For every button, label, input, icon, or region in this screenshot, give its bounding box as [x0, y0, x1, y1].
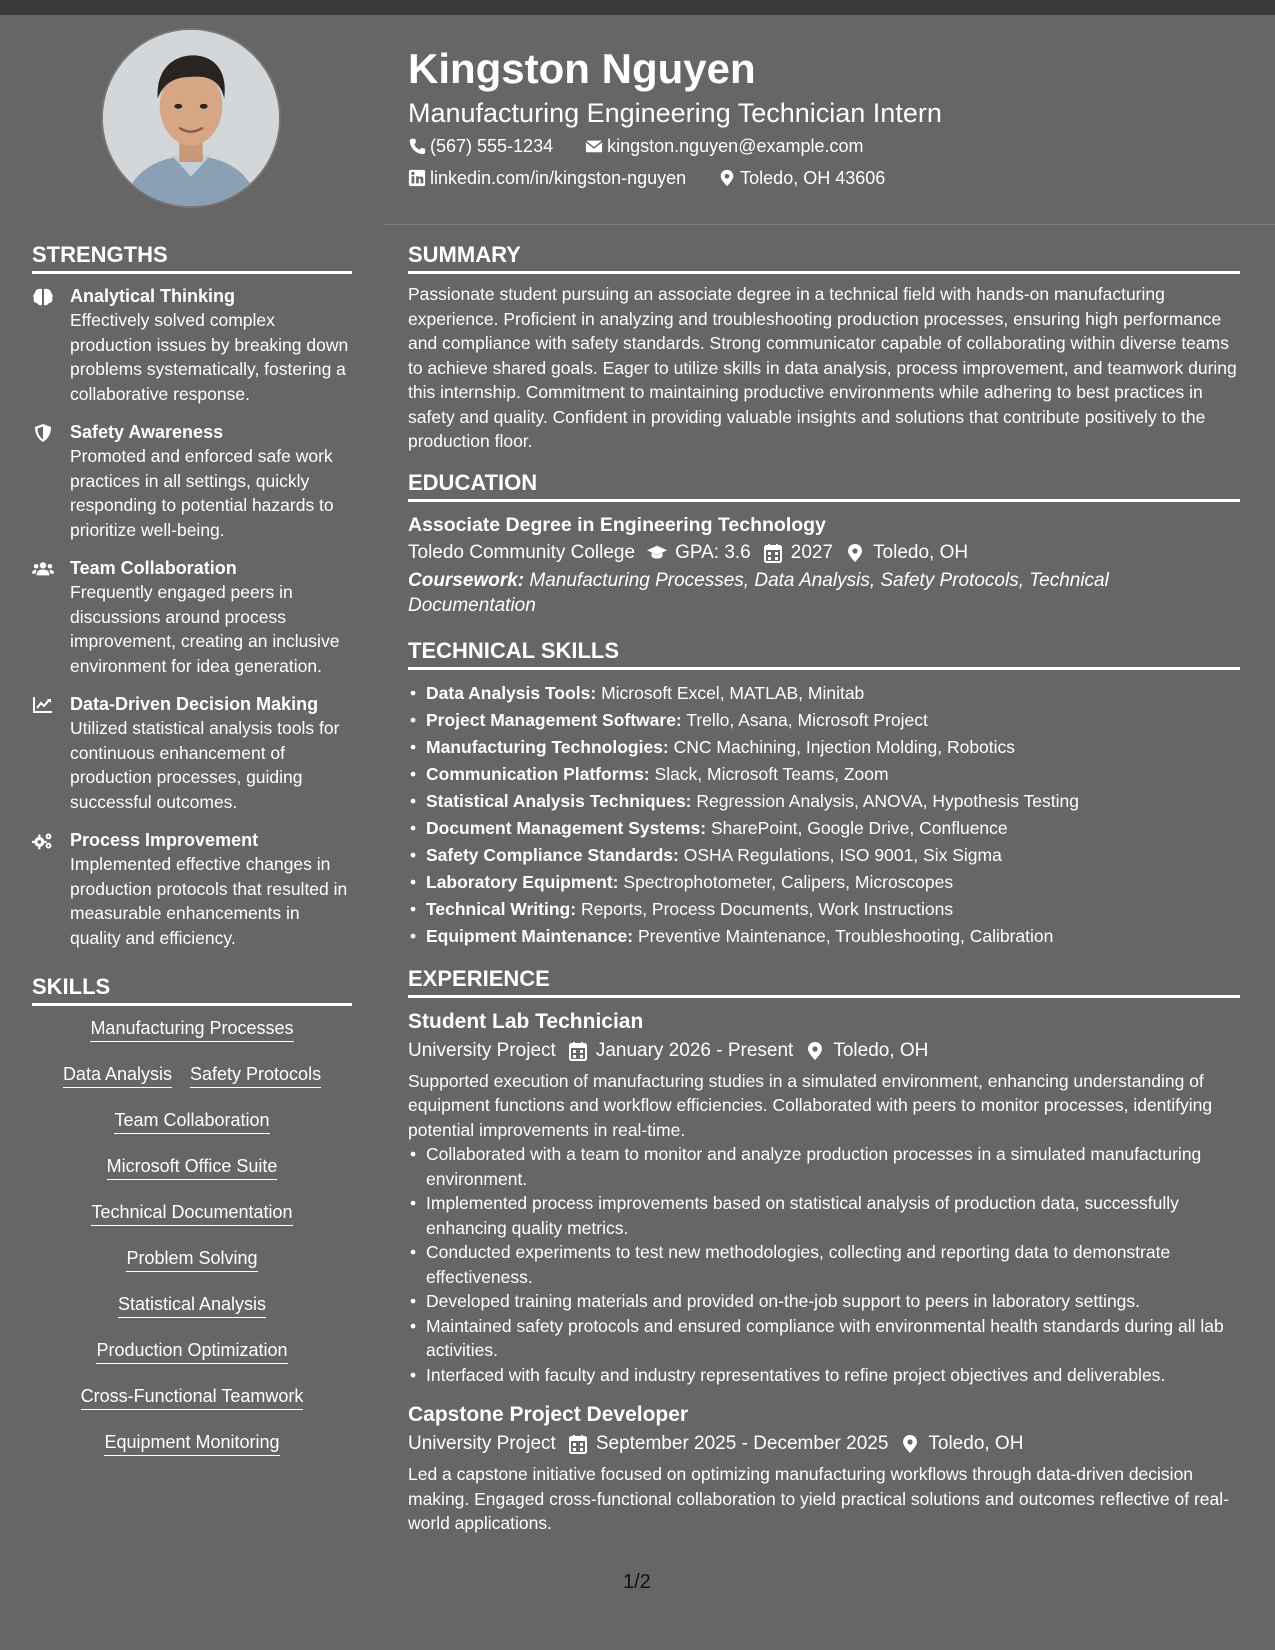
email-contact[interactable]: kingston.nguyen@example.com: [585, 130, 879, 162]
strength-description: Implemented effective changes in production protocols that resulted in measurable enhancements in quality and efficiency.: [70, 854, 348, 948]
skill-tag: Team Collaboration: [114, 1108, 269, 1134]
technical-skills-list: [408, 680, 1240, 950]
resume-header: [408, 42, 1248, 194]
skill-row: [32, 1338, 352, 1364]
technical-skill-label: Equipment Maintenance:: [426, 925, 634, 946]
calendar-icon: [568, 1434, 588, 1454]
technical-skill-value: Slack, Microsoft Teams, Zoom: [654, 763, 889, 784]
technical-skill-item: [408, 788, 1240, 815]
strength-title: Safety Awareness: [70, 422, 224, 442]
skill-tag: Safety Protocols: [190, 1062, 321, 1088]
job-bullet: • Interfaced with faculty and industry representatives to refine project objectives and deliverables.: [408, 1363, 1240, 1388]
technical-skill-label: Communication Platforms:: [426, 763, 650, 784]
technical-skill-label: Project Management Software:: [426, 709, 682, 730]
candidate-role: Manufacturing Engineering Technician Intern: [408, 98, 942, 128]
skills-heading: SKILLS: [32, 972, 352, 1006]
education-gpa: GPA: 3.6: [675, 541, 751, 563]
job-dates: September 2025 - December 2025: [595, 1433, 889, 1454]
job-dates: January 2026 - Present: [595, 1039, 794, 1061]
technical-skill-label: Technical Writing:: [426, 898, 577, 919]
strength-body: [70, 284, 352, 406]
strength-body: [70, 420, 352, 542]
skill-tag: Technical Documentation: [91, 1200, 292, 1226]
map-pin-icon: [900, 1434, 920, 1454]
technical-skill-item: [408, 680, 1240, 707]
technical-skill-value: Preventive Maintenance, Troubleshooting, Calibration: [637, 925, 1054, 946]
left-column: [32, 240, 352, 1476]
technical-skill-item: [408, 842, 1240, 869]
right-column: [408, 240, 1240, 1550]
skill-tag: Problem Solving: [126, 1246, 257, 1272]
top-bar: [0, 0, 1275, 15]
skill-tag: Production Optimization: [96, 1338, 287, 1364]
strength-item: [32, 828, 352, 950]
technical-skill-label: Statistical Analysis Techniques:: [426, 790, 692, 811]
job-title: Student Lab Technician: [408, 1009, 644, 1033]
gears-icon: [32, 828, 70, 950]
job-bullet: • Collaborated with a team to monitor and analyze production processes in a simulated manufacturing environment.: [408, 1142, 1240, 1191]
strength-description: Utilized statistical analysis tools for continuous enhancement of production processes, guiding successful outcomes.: [70, 718, 340, 812]
technical-skill-item: [408, 896, 1240, 923]
profile-photo: [101, 28, 281, 208]
map-pin-icon: [805, 1041, 825, 1061]
education-coursework: [408, 568, 1240, 618]
education-meta: [408, 538, 1240, 568]
strength-item: [32, 284, 352, 406]
skills-list: [32, 1016, 352, 1456]
summary-text: Passionate student pursuing an associate degree in a technical field with hands-on manufacturing experience. Proficient in analyzing and troubleshooting production processes, ensuring high performance and compliance with safety standards. Strong communicator capable of collaborating within diverse teams to achieve shared goals. Eager to utilize skills in data analysis, process improvement, and teamwork during this internship. Commitment to maintaining productive environments while adhering to best practices in safety and quality. Confident in providing valuable insights and solutions that contribute positively to the production floor.: [408, 284, 1237, 451]
skill-tag: Data Analysis: [63, 1062, 172, 1088]
technical-skill-item: [408, 734, 1240, 761]
technical-skill-label: Safety Compliance Standards:: [426, 844, 679, 865]
strength-item: [32, 420, 352, 542]
skill-row: [32, 1154, 352, 1180]
job-description: Supported execution of manufacturing studies in a simulated environment, enhancing understanding of equipment functions and workflow efficiencies. Collaborated with peers to monitor processes, identifying potential improvements in real-time.: [408, 1070, 1213, 1140]
job-location: Toledo, OH: [833, 1039, 929, 1061]
strength-item: [32, 692, 352, 814]
strength-item: [32, 556, 352, 678]
skill-row: [32, 1246, 352, 1272]
technical-skill-label: Document Management Systems:: [426, 817, 707, 838]
page-number: 1/2: [623, 1571, 651, 1593]
skill-row: [32, 1200, 352, 1226]
technical-skill-value: Reports, Process Documents, Work Instructions: [580, 898, 954, 919]
brain-icon: [32, 284, 70, 406]
technical-skill-item: [408, 923, 1240, 950]
skill-tag: Manufacturing Processes: [90, 1016, 293, 1042]
skill-row: [32, 1430, 352, 1456]
calendar-icon: [763, 543, 783, 563]
technical-skill-value: Regression Analysis, ANOVA, Hypothesis Testing: [696, 790, 1079, 811]
experience-list: [408, 1008, 1240, 1536]
job-bullet: • Maintained safety protocols and ensured compliance with environmental health standards during all lab activities.: [408, 1314, 1240, 1363]
strength-description: Effectively solved complex production issues by breaking down problems systematically, fostering a collaborative response.: [70, 310, 349, 404]
phone-contact: (567) 555-1234: [408, 130, 569, 162]
strength-title: Process Improvement: [70, 830, 259, 850]
location-contact: Toledo, OH 43606: [718, 162, 901, 194]
education-degree: Associate Degree in Engineering Technology: [408, 513, 826, 536]
map-pin-icon: [845, 543, 865, 563]
header-divider: [383, 224, 1275, 225]
technical-skill-label: Manufacturing Technologies:: [426, 736, 669, 757]
technical-skill-value: SharePoint, Google Drive, Confluence: [710, 817, 1008, 838]
calendar-icon: [568, 1041, 588, 1061]
technical-skill-value: Microsoft Excel, MATLAB, Minitab: [601, 682, 865, 703]
profile-photo-image: [103, 30, 279, 206]
job-location: Toledo, OH: [928, 1433, 1024, 1454]
chart-line-icon: [32, 692, 70, 814]
candidate-name: Kingston Nguyen: [408, 45, 756, 92]
job-meta: [408, 1036, 1240, 1066]
strengths-list: [32, 284, 352, 950]
strength-body: [70, 828, 352, 950]
education-school: Toledo Community College: [408, 541, 636, 563]
technical-skill-value: Spectrophotometer, Calipers, Microscopes: [623, 871, 954, 892]
skill-tag: Cross-Functional Teamwork: [81, 1384, 304, 1410]
technical-skill-value: OSHA Regulations, ISO 9001, Six Sigma: [683, 844, 1002, 865]
strength-description: Frequently engaged peers in discussions around process improvement, creating an inclusive environment for idea generation.: [70, 582, 340, 676]
experience-item: [408, 1401, 1240, 1536]
envelope-icon: [585, 137, 603, 155]
skill-row: [32, 1292, 352, 1318]
linkedin-icon: [408, 169, 426, 187]
coursework-list: Manufacturing Processes, Data Analysis, Safety Protocols, Technical Documentation: [408, 569, 1109, 616]
skill-row: [32, 1016, 352, 1042]
experience-item: [408, 1008, 1240, 1388]
technical-skill-item: [408, 761, 1240, 788]
skill-tag: Equipment Monitoring: [104, 1430, 279, 1456]
skill-row: [32, 1062, 352, 1088]
technical-skill-item: [408, 815, 1240, 842]
skill-row: [32, 1108, 352, 1134]
job-meta: [408, 1429, 1240, 1459]
technical-skill-item: [408, 707, 1240, 734]
users-icon: [32, 556, 70, 678]
technical-skill-value: Trello, Asana, Microsoft Project: [686, 709, 928, 730]
skill-tag: Statistical Analysis: [118, 1292, 266, 1318]
technical-skill-label: Data Analysis Tools:: [426, 682, 597, 703]
strength-title: Team Collaboration: [70, 558, 237, 578]
summary-heading: SUMMARY: [408, 240, 1240, 274]
technical-skill-label: Laboratory Equipment:: [426, 871, 619, 892]
coursework-label: Coursework:: [408, 569, 525, 591]
technical-skills-heading: TECHNICAL SKILLS: [408, 636, 1240, 670]
strength-description: Promoted and enforced safe work practices in all settings, quickly responding to potential hazards to prioritize well-being.: [70, 446, 334, 540]
strength-title: Data-Driven Decision Making: [70, 694, 319, 714]
strength-body: [70, 556, 352, 678]
linkedin-contact[interactable]: linkedin.com/in/kingston-nguyen: [408, 162, 702, 194]
education-heading: EDUCATION: [408, 468, 1240, 502]
contact-row-1: [408, 130, 1248, 162]
job-organization: University Project: [408, 1039, 556, 1061]
education-year: 2027: [790, 541, 834, 563]
experience-heading: EXPERIENCE: [408, 964, 1240, 998]
job-bullet: • Conducted experiments to test new methodologies, collecting and reporting data to demonstrate effectiveness.: [408, 1240, 1240, 1289]
contact-row-2: [408, 162, 1248, 194]
technical-skill-value: CNC Machining, Injection Molding, Robotics: [673, 736, 1016, 757]
phone-icon: [408, 137, 426, 155]
map-pin-icon: [718, 169, 736, 187]
skill-tag: Microsoft Office Suite: [107, 1154, 278, 1180]
technical-skill-item: [408, 869, 1240, 896]
graduation-cap-icon: [647, 543, 667, 563]
education-location: Toledo, OH: [873, 541, 969, 563]
strength-title: Analytical Thinking: [70, 286, 236, 306]
strengths-heading: STRENGTHS: [32, 240, 352, 274]
skill-row: [32, 1384, 352, 1410]
job-bullet: • Implemented process improvements based on statistical analysis of production data, successfully enhancing quality metrics.: [408, 1191, 1240, 1240]
strength-body: [70, 692, 352, 814]
job-organization: University Project: [408, 1433, 556, 1454]
job-description: Led a capstone initiative focused on optimizing manufacturing workflows through data-driven decision making. Engaged cross-functional collaboration to yield practical solutions and outcomes reflective of real-world applications.: [408, 1464, 1229, 1533]
job-bullet: • Developed training materials and provided on-the-job support to peers in laboratory settings.: [408, 1289, 1240, 1314]
job-bullets: [408, 1142, 1240, 1387]
job-title: Capstone Project Developer: [408, 1403, 689, 1426]
shield-icon: [32, 420, 70, 542]
